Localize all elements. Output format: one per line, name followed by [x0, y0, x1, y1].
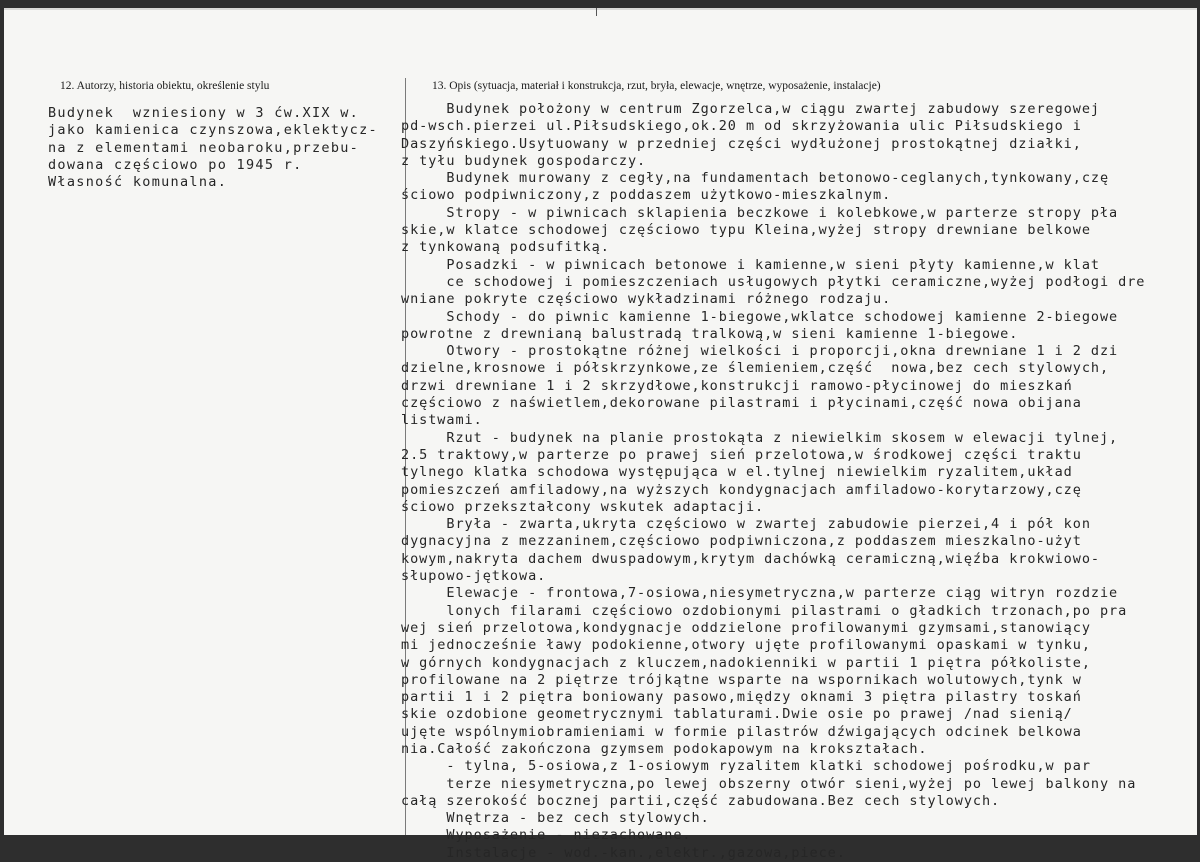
- text-line: Budynek wzniesiony w 3 ćw.XIX w.: [48, 105, 360, 121]
- text-line: drzwi drewniane 1 i 2 skrzydłowe,konstrukcji ramowo-płycinowej do mieszkań: [401, 377, 1073, 394]
- text-line: Elewacje - frontowa,7-osiowa,niesymetryczna,w parterze ciąg witryn rozdzie: [401, 585, 1119, 602]
- text-line: listwami.: [401, 412, 483, 429]
- text-line: wej sień przelotowa,kondygnacje oddzielone profilowanymi gzymsami,stanowiący: [401, 619, 1091, 636]
- text-line: ce schodowej i pomieszczeniach usługowych płytki ceramiczne,wyżej podłogi dre: [401, 273, 1146, 290]
- section-12-heading: 12. Autorzy, historia obiektu, określenie stylu: [60, 80, 270, 92]
- text-line: mi jednocześnie ławy podokienne,otwory ujęte profilowanymi opaskami w tynku,: [401, 637, 1091, 654]
- description-text-block: [401, 101, 1145, 862]
- text-line: profilowane na 2 piętrze trójkątne wsparte na wspornikach wolutowych,tynk w: [401, 671, 1082, 688]
- text-line: Daszyńskiego.Usytuowany w przedniej części wydłużonej prostokątnej działki,: [401, 135, 1082, 152]
- text-line: Stropy - w piwnicach sklapienia beczkowe i kolebkowe,w parterze stropy pła: [401, 204, 1119, 221]
- text-line: terze niesymetryczna,po lewej obszerny otwór sieni,wyżej po lewej balkony na: [401, 775, 1137, 792]
- text-line: 2.5 traktowy,w parterze po prawej sień przelotowa,w środkowej części traktu: [401, 446, 1082, 463]
- text-line: Własność komunalna.: [48, 174, 228, 191]
- text-line: Otwory - prostokątne różnej wielkości i proporcji,okna drewniane 1 i 2 dzi: [401, 343, 1119, 360]
- text-line: dzielne,krosnowe i półskrzynkowe,ze ślemieniem,część nowa,bez cech stylowych,: [401, 360, 1110, 377]
- history-text-block: [48, 105, 378, 191]
- text-line: nia.Całość zakończona gzymsem podokapowym na krokształach.: [401, 740, 928, 757]
- text-line: Budynek murowany z cegły,na fundamentach betonowo-ceglanych,tynkowany,czę: [401, 170, 1110, 187]
- text-line: Rzut - budynek na planie prostokąta z niewielkim skosem w elewacji tylnej,: [401, 429, 1119, 446]
- text-line: kowym,nakryta dachem dwuspadowym,krytym dachówką ceramiczną,więźba krokwiowo-: [401, 550, 1100, 567]
- text-line: z tynkowaną podsufitką.: [401, 239, 610, 256]
- text-line: pomieszczeń amfiladowy,na wyższych kondygnacjach amfiladowo-korytarzowy,czę: [401, 481, 1082, 498]
- text-line: częściowo z naświetlem,dekorowane pilastrami i płycinami,część nowa obijana: [401, 395, 1082, 412]
- text-line: z tyłu budynek gospodarczy.: [401, 152, 647, 169]
- text-line: ściowo podpiwniczony,z poddaszem użytkowo-mieszkalnym.: [401, 187, 892, 204]
- section-13-heading: 13. Opis (sytuacja, materiał i konstrukcja, rzut, bryła, elewacje, wnętrze, wyposażenie, instalacje): [432, 80, 881, 92]
- fold-mark: [596, 8, 597, 16]
- text-line: - tylna, 5-osiowa,z 1-osiowym ryzalitem klatki schodowej pośrodku,w par: [401, 758, 1091, 775]
- text-line: skie,w klatce schodowej częściowo typu Kleina,wyżej stropy drewniane belkowe: [401, 222, 1091, 239]
- text-line: wniane pokryte częściowo wykładzinami różnego rodzaju.: [401, 291, 892, 308]
- text-line: Schody - do piwnic kamienne 1-biegowe,wklatce schodowej kamienne 2-biegowe: [401, 308, 1119, 325]
- text-line: ściowo przekształcony wskutek adaptacji.: [401, 498, 765, 515]
- text-line: Posadzki - w piwnicach betonowe i kamienne,w sieni płyty kamienne,w klat: [401, 256, 1100, 273]
- text-line: skie ozdobione geometrycznymi tablaturami.Dwie osie po prawej /nad sienią/: [401, 706, 1073, 723]
- text-line: Instalacje - wod.-kan.,elektr.,gazowa,piece.: [401, 844, 846, 861]
- text-line: dygnacyjna z mezzaninem,częściowo podpiwniczona,z poddaszem mieszkalno-użyt: [401, 533, 1082, 550]
- text-line: Budynek położony w centrum Zgorzelca,w ciągu zwartej zabudowy szeregowej: [401, 101, 1100, 117]
- text-line: Wyposażenie - niezachowane.: [401, 827, 692, 844]
- text-line: dowana częściowo po 1945 r.: [48, 156, 303, 173]
- text-line: Wnętrza - bez cech stylowych.: [401, 810, 710, 827]
- text-line: Bryła - zwarta,ukryta częściowo w zwartej zabudowie pierzei,4 i pół kon: [401, 516, 1091, 533]
- text-line: całą szerokość bocznej partii,część zabudowana.Bez cech stylowych.: [401, 792, 1001, 809]
- text-line: tylnego klatka schodowa występująca w el.tylnej niewielkim ryzalitem,układ: [401, 464, 1073, 481]
- text-line: lonych filarami częściowo ozdobionymi pilastrami o gładkich trzonach,po pra: [401, 602, 1128, 619]
- text-line: na z elementami neobaroku,przebu-: [48, 139, 360, 156]
- text-line: jako kamienica czynszowa,eklektycz-: [48, 122, 378, 139]
- text-line: ujęte wspólnymiobramieniami w formie pilastrów dźwigających odcinek belkowa: [401, 723, 1082, 740]
- text-line: słupowo-jętkowa.: [401, 568, 547, 585]
- text-line: pd-wsch.pierzei ul.Piłsudskiego,ok.20 m od skrzyżowania ulic Piłsudskiego i: [401, 118, 1082, 135]
- text-line: w górnych kondygnacjach z kluczem,nadokienniki w partii 1 piętra półkoliste,: [401, 654, 1091, 671]
- text-line: powrotne z drewnianą balustradą tralkową,w sieni kamienne 1-biegowe.: [401, 325, 1019, 342]
- text-line: partii 1 i 2 piętra boniowany pasowo,między oknami 3 piętra pilastry toskań: [401, 689, 1082, 706]
- top-edge-strip: [4, 8, 1197, 10]
- document-sheet: [4, 8, 1197, 861]
